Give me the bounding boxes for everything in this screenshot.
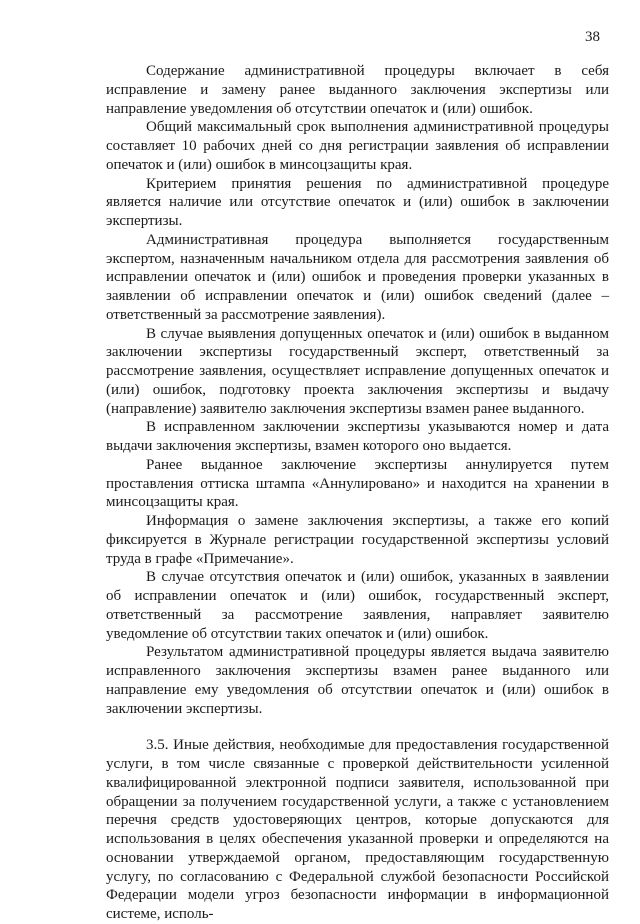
paragraph-section-3-5: 3.5. Иные действия, необходимые для предоставления государственной услуги, в том числе связанные с проверкой действительности усиленной квалифицированной электронной подписи заявителя, использованной при обращении за получением государственной услуги, а также с установлением перечня средств удостоверяющих центров, которые допускаются для использования в целях обеспечения указанной проверки и определяются на основании утверждаемой органом, предоставляющим государственную услугу, по согласованию с Федеральной службой безопасности Российской Федерации модели угроз безопасности информации в информационной системе, исполь- [106,737,609,922]
paragraph-max-term: Общий максимальный срок выполнения административной процедуры составляет 10 рабочих дней со дня регистрации заявления об исправлении опечаток и (или) ошибок в минсоцзащиты края. [106,119,609,173]
paragraph-annulment: Ранее выданное заключение экспертизы аннулируется путем проставления оттиска штампа «Аннулировано» и находится на хранении в минсоцзащиты края. [106,456,609,511]
paragraph-responsible-expert: Административная процедура выполняется государственным экспертом, назначенным начальником отдела для рассмотрения заявления об исправлении опечаток и (или) ошибок и проведения проверки указанных в заявлении об исправлении опечаток и (или) ошибок сведений (далее – ответственный за рассмотрение заявления). [106,231,609,323]
document-body [106,62,609,924]
paragraph-no-errors: В случае отсутствия опечаток и (или) ошибок, указанных в заявлении об исправлении опечаток и (или) ошибок, государственный эксперт, ответственный за рассмотрение заявления, направляет заявителю уведомление об отсутствии таких опечаток и (или) ошибок. [106,569,609,642]
paragraph-corrected-conclusion: В исправленном заключении экспертизы указываются номер и дата выдачи заключения экспертизы, взамен которого оно выдается. [106,419,609,454]
page-number: 38 [585,29,600,45]
paragraph-procedure-result: Результатом административной процедуры является выдача заявителю исправленного заключения экспертизы взамен ранее выданного или направление ему уведомления об отсутствии опечаток и (или) ошибок в заключении экспертизы. [106,644,609,717]
paragraph-procedure-content: Содержание административной процедуры включает в себя исправление и замену ранее выданного заключения экспертизы или направление уведомления об отсутствии опечаток и (или) ошибок. [106,63,609,117]
paragraph-journal-record: Информация о замене заключения экспертизы, а также его копий фиксируется в Журнале регистрации государственной экспертизы условий труда в графе «Примечание». [106,513,609,567]
paragraph-decision-criterion: Критерием принятия решения по административной процедуре является наличие или отсутствие опечаток и (или) ошибок в заключении экспертизы. [106,175,609,229]
paragraph-error-correction: В случае выявления допущенных опечаток и (или) ошибок в выданном заключении экспертизы государственный эксперт, ответственный за рассмотрение заявления, осуществляет исправление допущенных опечаток и (или) ошибок, подготовку проекта заключения экспертизы и выдачу (направление) заявителю заключения экспертизы взамен ранее выданного. [106,325,609,417]
